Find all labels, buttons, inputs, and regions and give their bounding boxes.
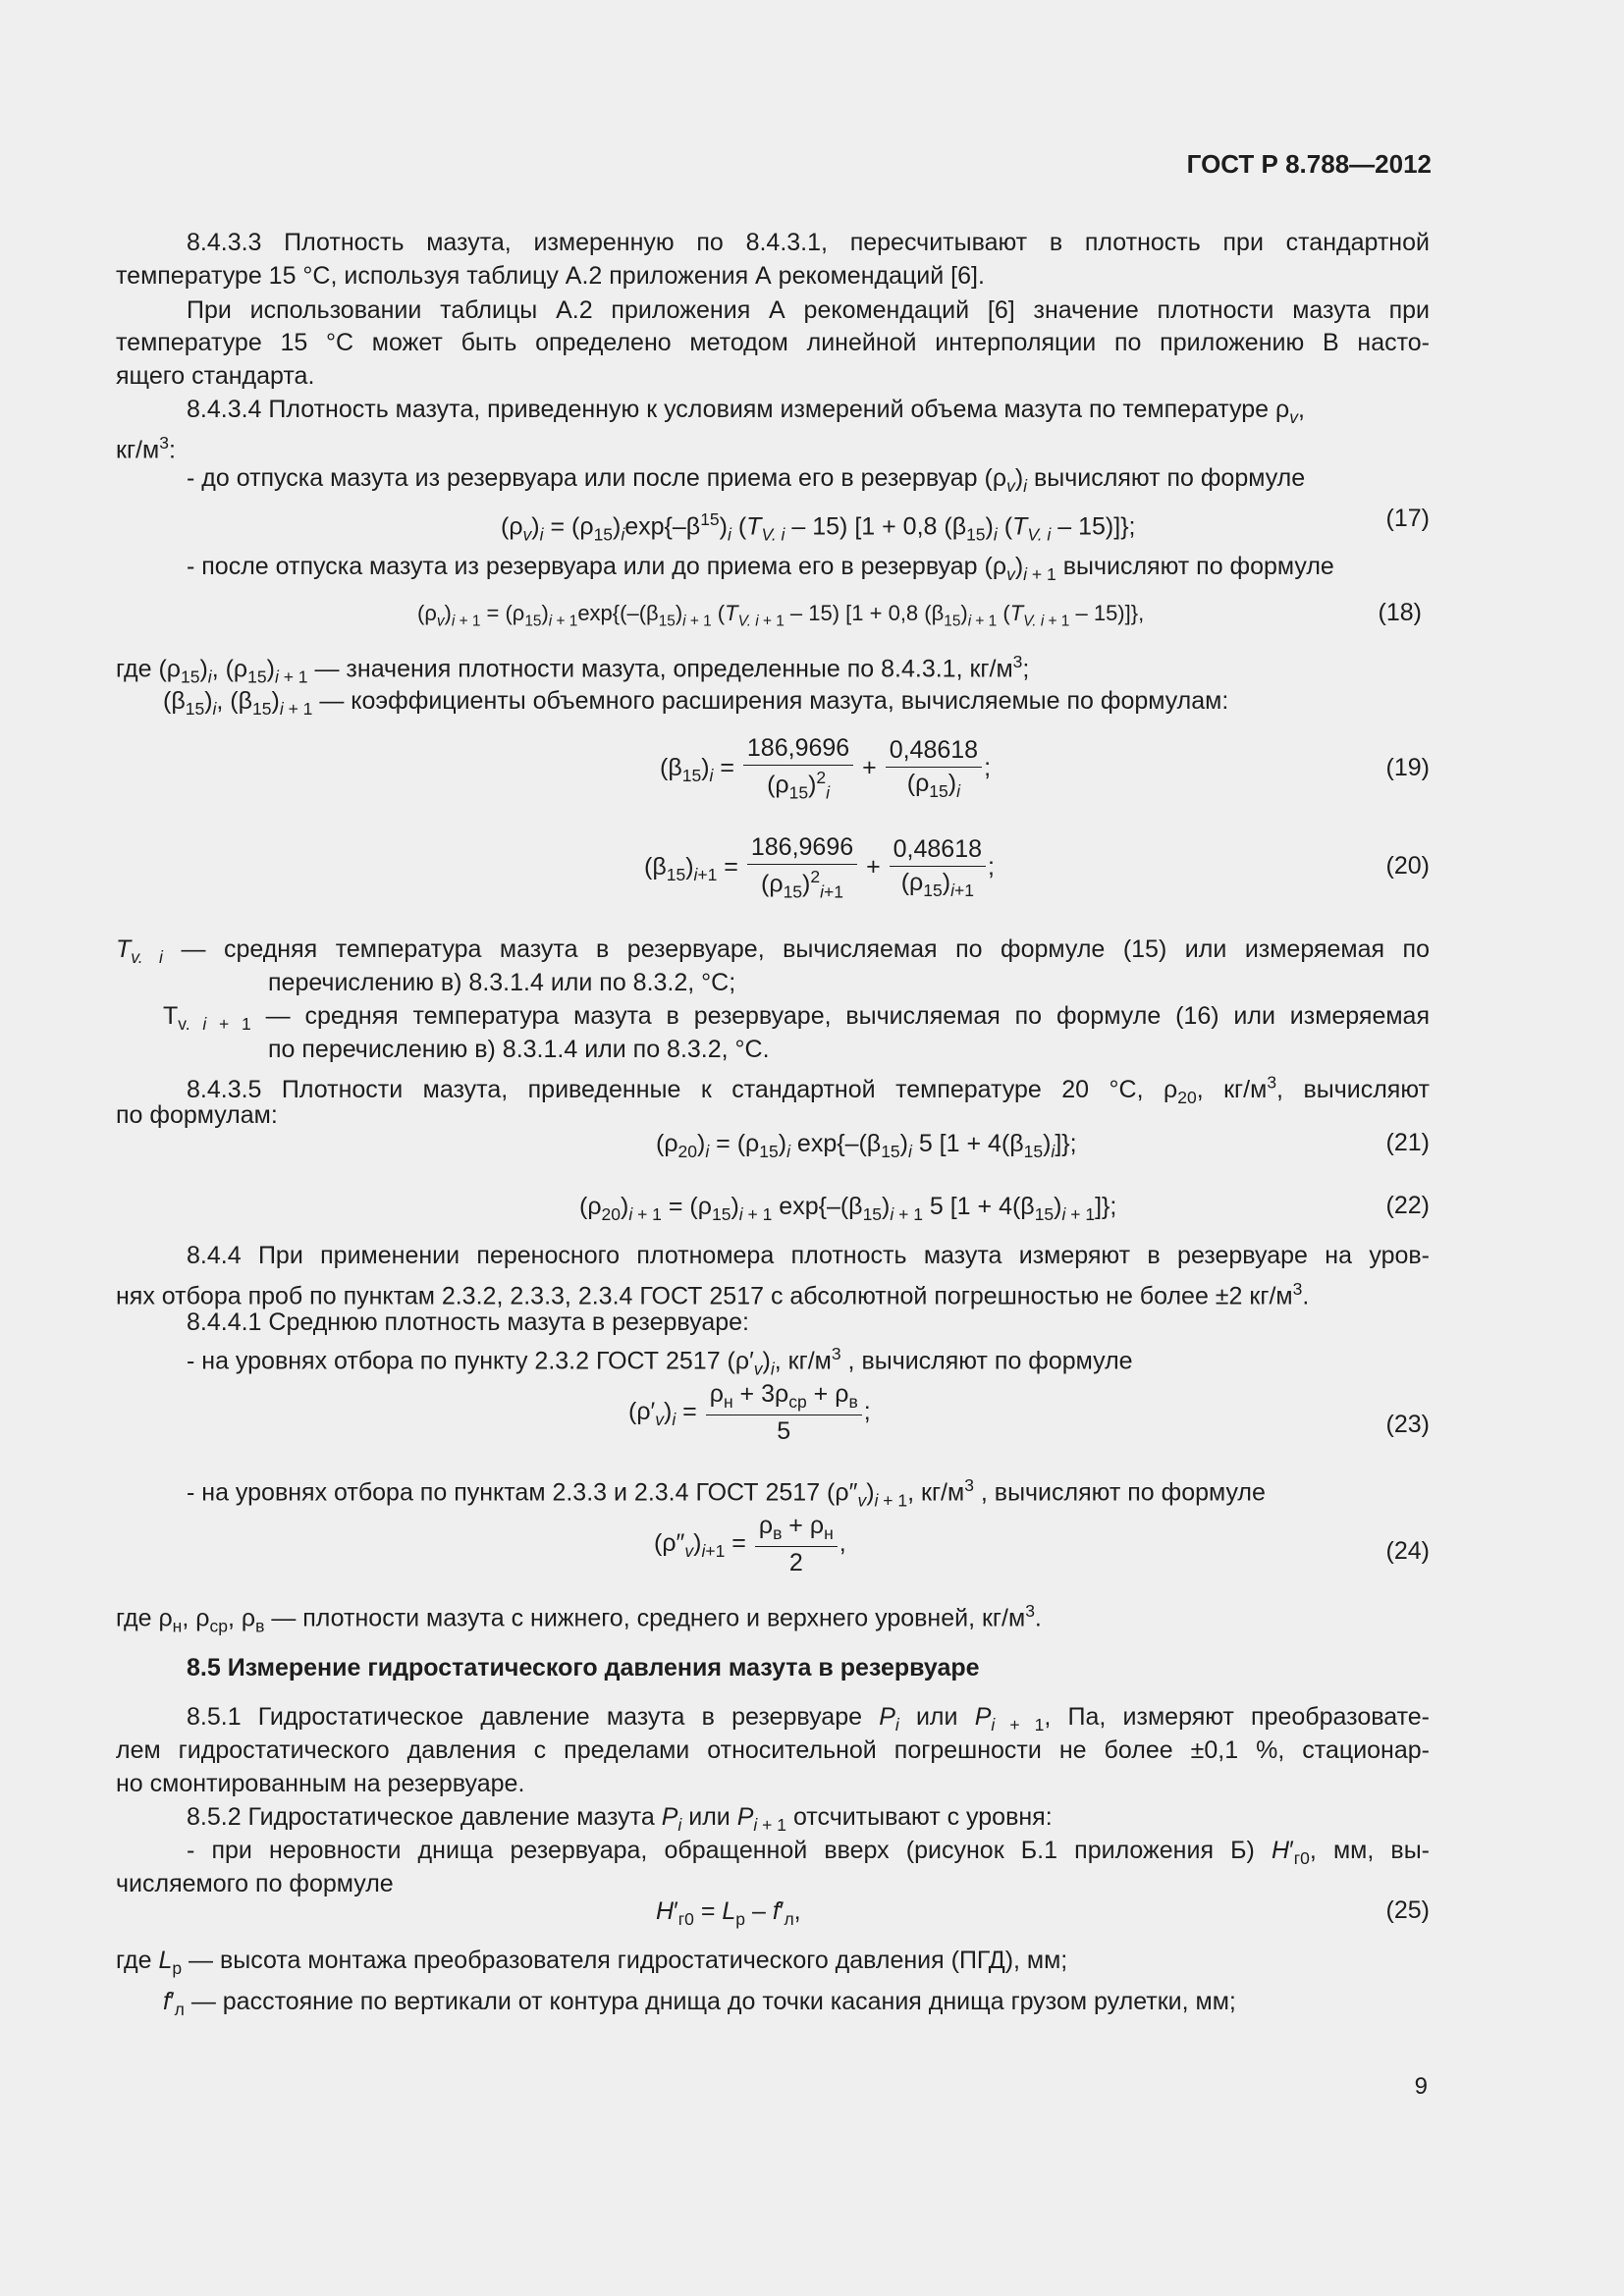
equation-number: (18): [1378, 599, 1422, 626]
equation-number: (21): [1385, 1129, 1430, 1156]
text-line: температуре 15 °С может быть определено методом линейной интерполяции по приложению В насто-: [116, 329, 1430, 356]
text-line: $T_{v. i}$ — средняя температура мазута в резервуаре, вычисляемая по формуле (15) или измеряемая по: [116, 935, 1430, 967]
text-line: числяемого по формуле: [116, 1870, 394, 1897]
text-line: где $L_р$ — высота монтажа преобразователя гидростатического давления (ПГД), мм;: [116, 1947, 1068, 1978]
text-line: - до отпуска мазута из резервуара или после приема его в резервуар $(\rho_v)_i$ вычисляют по формуле: [187, 464, 1306, 496]
formula-25: $H'_{г0} = L_р - f'_л$,: [656, 1897, 801, 1929]
text-line: $(\beta_{15})_i$, $(\beta_{15})_{i + 1}$ — коэффициенты объемного расширения мазута, вычисляемые по формулам:: [163, 687, 1229, 719]
text-line: ящего стандарта.: [116, 362, 315, 390]
text-line: 8.5.1 Гидростатическое давление мазута в резервуаре $P_i$ или $P_{i + 1}$, Па, измеряют преобразовате-: [187, 1703, 1430, 1735]
text-line: $f'_л$ — расстояние по вертикали от контура днища до точки касания днища грузом рулетки, мм;: [163, 1988, 1236, 2019]
text-line: температуре 15 °С, используя таблицу А.2 приложения А рекомендаций [6].: [116, 262, 985, 290]
fraction: $\frac{\rho_в + \rho_н}{2}$: [755, 1512, 838, 1577]
text-line: - после отпуска мазута из резервуара или до приема его в резервуар $(\rho_v)_{i + 1}$ вычисляют по формуле: [187, 553, 1334, 584]
text-line: 8.4.4 При применении переносного плотномера плотность мазута измеряют в резервуаре на уров-: [187, 1242, 1430, 1269]
text-line: 8.4.3.4 Плотность мазута, приведенную к условиям измерений объема мазута по температуре $\rho_v$,: [187, 396, 1305, 427]
fraction: $\frac{186,9696}{(\rho_{15})^2_i}$: [743, 734, 853, 803]
formula-21: $(\rho_{20})_i = (\rho_{15})_i$ $\exp\{-(\beta_{15})_i$ 5 $[1 + 4(\beta_{15})_i]$};: [656, 1130, 1077, 1161]
text-line: где $(\rho_{15})_i$, $(\rho_{15})_{i + 1}$ — значения плотности мазута, определенные по 8.4.3.1, $кг/м^3$;: [116, 652, 1030, 687]
equation-number: (24): [1385, 1537, 1430, 1565]
text-line: При использовании таблицы А.2 приложения А рекомендаций [6] значение плотности мазута при: [187, 296, 1430, 324]
text-line: по формулам:: [116, 1101, 278, 1129]
text-line: $T_{v. i + 1}$ — средняя температура мазута в резервуаре, вычисляемая по формуле (16) или измеряемая: [163, 1002, 1430, 1034]
text-line: - при неровности днища резервуара, обращенной вверх (рисунок Б.1 приложения Б) $H'_{г0}$, мм, вы-: [187, 1837, 1431, 1868]
formula-20: $(\beta_{15})_{i+1}$ = $\frac{186,9696}{(\rho_{15})^2_{i+1}}$ + $\frac{0,48618}{(\rho_{15})_{i+1}}$ ;: [644, 833, 995, 902]
text-line: - на уровнях отбора по пунктам 2.3.3 и 2.3.4 ГОСТ 2517 $(\rho''_v)_{i + 1}$, $кг/м^3$ , вычисляют по формуле: [187, 1475, 1266, 1511]
fraction: $\frac{186,9696}{(\rho_{15})^2_{i+1}}$: [747, 833, 857, 902]
formula-22: $(\rho_{20})_{i + 1} = (\rho_{15})_{i + 1}$ $\exp\{-(\beta_{15})_{i + 1}$ 5 $[1 + 4(\beta_{15})_{i + 1}]$};: [579, 1193, 1117, 1224]
formula-17: $(\rho_v)_i = (\rho_{15})_i\exp\{-\beta^{15})_i$ $(T_{V. i} - 15) [1 + 0,8$ $(\beta_{15})_i$ $(T_{V. i} - 15)$]};: [501, 509, 1136, 545]
text-line: но смонтированным на резервуаре.: [116, 1770, 525, 1797]
equation-number: (25): [1385, 1896, 1430, 1924]
equation-number: (22): [1385, 1192, 1430, 1219]
document-code: ГОСТ Р 8.788—2012: [1186, 149, 1432, 179]
formula-19: $(\beta_{15})_i$ = $\frac{186,9696}{(\rho_{15})^2_i}$ + $\frac{0,48618}{(\rho_{15})_i}$ ;: [660, 734, 992, 803]
text-line: $кг/м^3$:: [116, 433, 176, 464]
fraction: $\frac{\rho_н + 3\rho_{ср} + \rho_в}{5}$: [706, 1380, 862, 1446]
text-line: 8.4.3.5 Плотности мазута, приведенные к стандартной температуре 20 °С, $\rho_{20}$, $кг/м^3$, вычисляют: [187, 1073, 1430, 1108]
text-line: лем гидростатического давления с пределами относительной погрешности не более ±0,1 %, стационар-: [116, 1736, 1430, 1764]
text-line: по перечислению в) 8.3.1.4 или по 8.3.2, °С.: [268, 1036, 770, 1063]
text-line: 8.4.4.1 Среднюю плотность мазута в резервуаре:: [187, 1308, 749, 1336]
text-line: нях отбора проб по пунктам 2.3.2, 2.3.3, 2.3.4 ГОСТ 2517 с абсолютной погрешностью не более ±2 $кг/м^3$.: [116, 1279, 1310, 1310]
text-line: перечислению в) 8.3.1.4 или по 8.3.2, °С;: [268, 969, 736, 996]
section-heading: 8.5 Измерение гидростатического давления мазута в резервуаре: [187, 1654, 980, 1682]
text-line: - на уровнях отбора по пункту 2.3.2 ГОСТ 2517 $(\rho'_v)_i$, $кг/м^3$ , вычисляют по формуле: [187, 1344, 1133, 1379]
equation-number: (19): [1385, 754, 1430, 781]
text-line: 8.5.2 Гидростатическое давление мазута $P_i$ или $P_{i + 1}$ отсчитывают с уровня:: [187, 1803, 1053, 1835]
page-number: 9: [1414, 2073, 1428, 2100]
formula-24: $(\rho''_v)_{i+1}$ = $\frac{\rho_в + \rho_н}{2}$ ,: [654, 1512, 846, 1576]
text-line: где $\rho_н$, $\rho_{ср}$, $\rho_в$ — плотности мазута с нижнего, среднего и верхнего уровней, $кг/м^3$.: [116, 1601, 1042, 1636]
formula-18: $(\rho_v)_{i + 1} = (\rho_{15})_{i + 1}\exp\{(-(\beta_{15})_{i + 1}$ $(T_{V. i + 1} - 15) [1 + 0,8$ $(\beta_{15})_{i + 1}$ $(T_{V. i + 1} - 15)$]},: [417, 601, 1145, 630]
fraction: $\frac{0,48618}{(\rho_{15})_i}$: [886, 736, 982, 802]
equation-number: (20): [1385, 852, 1430, 880]
formula-23: $(\rho'_v)_i$ = $\frac{\rho_н + 3\rho_{ср} + \rho_в}{5}$ ;: [628, 1380, 871, 1445]
equation-number: (17): [1385, 505, 1430, 532]
text-line: 8.4.3.3 Плотность мазута, измеренную по 8.4.3.1, пересчитывают в плотность при стандартной: [187, 229, 1430, 256]
equation-number: (23): [1385, 1411, 1430, 1438]
fraction: $\frac{0,48618}{(\rho_{15})_{i+1}}$: [890, 835, 986, 901]
